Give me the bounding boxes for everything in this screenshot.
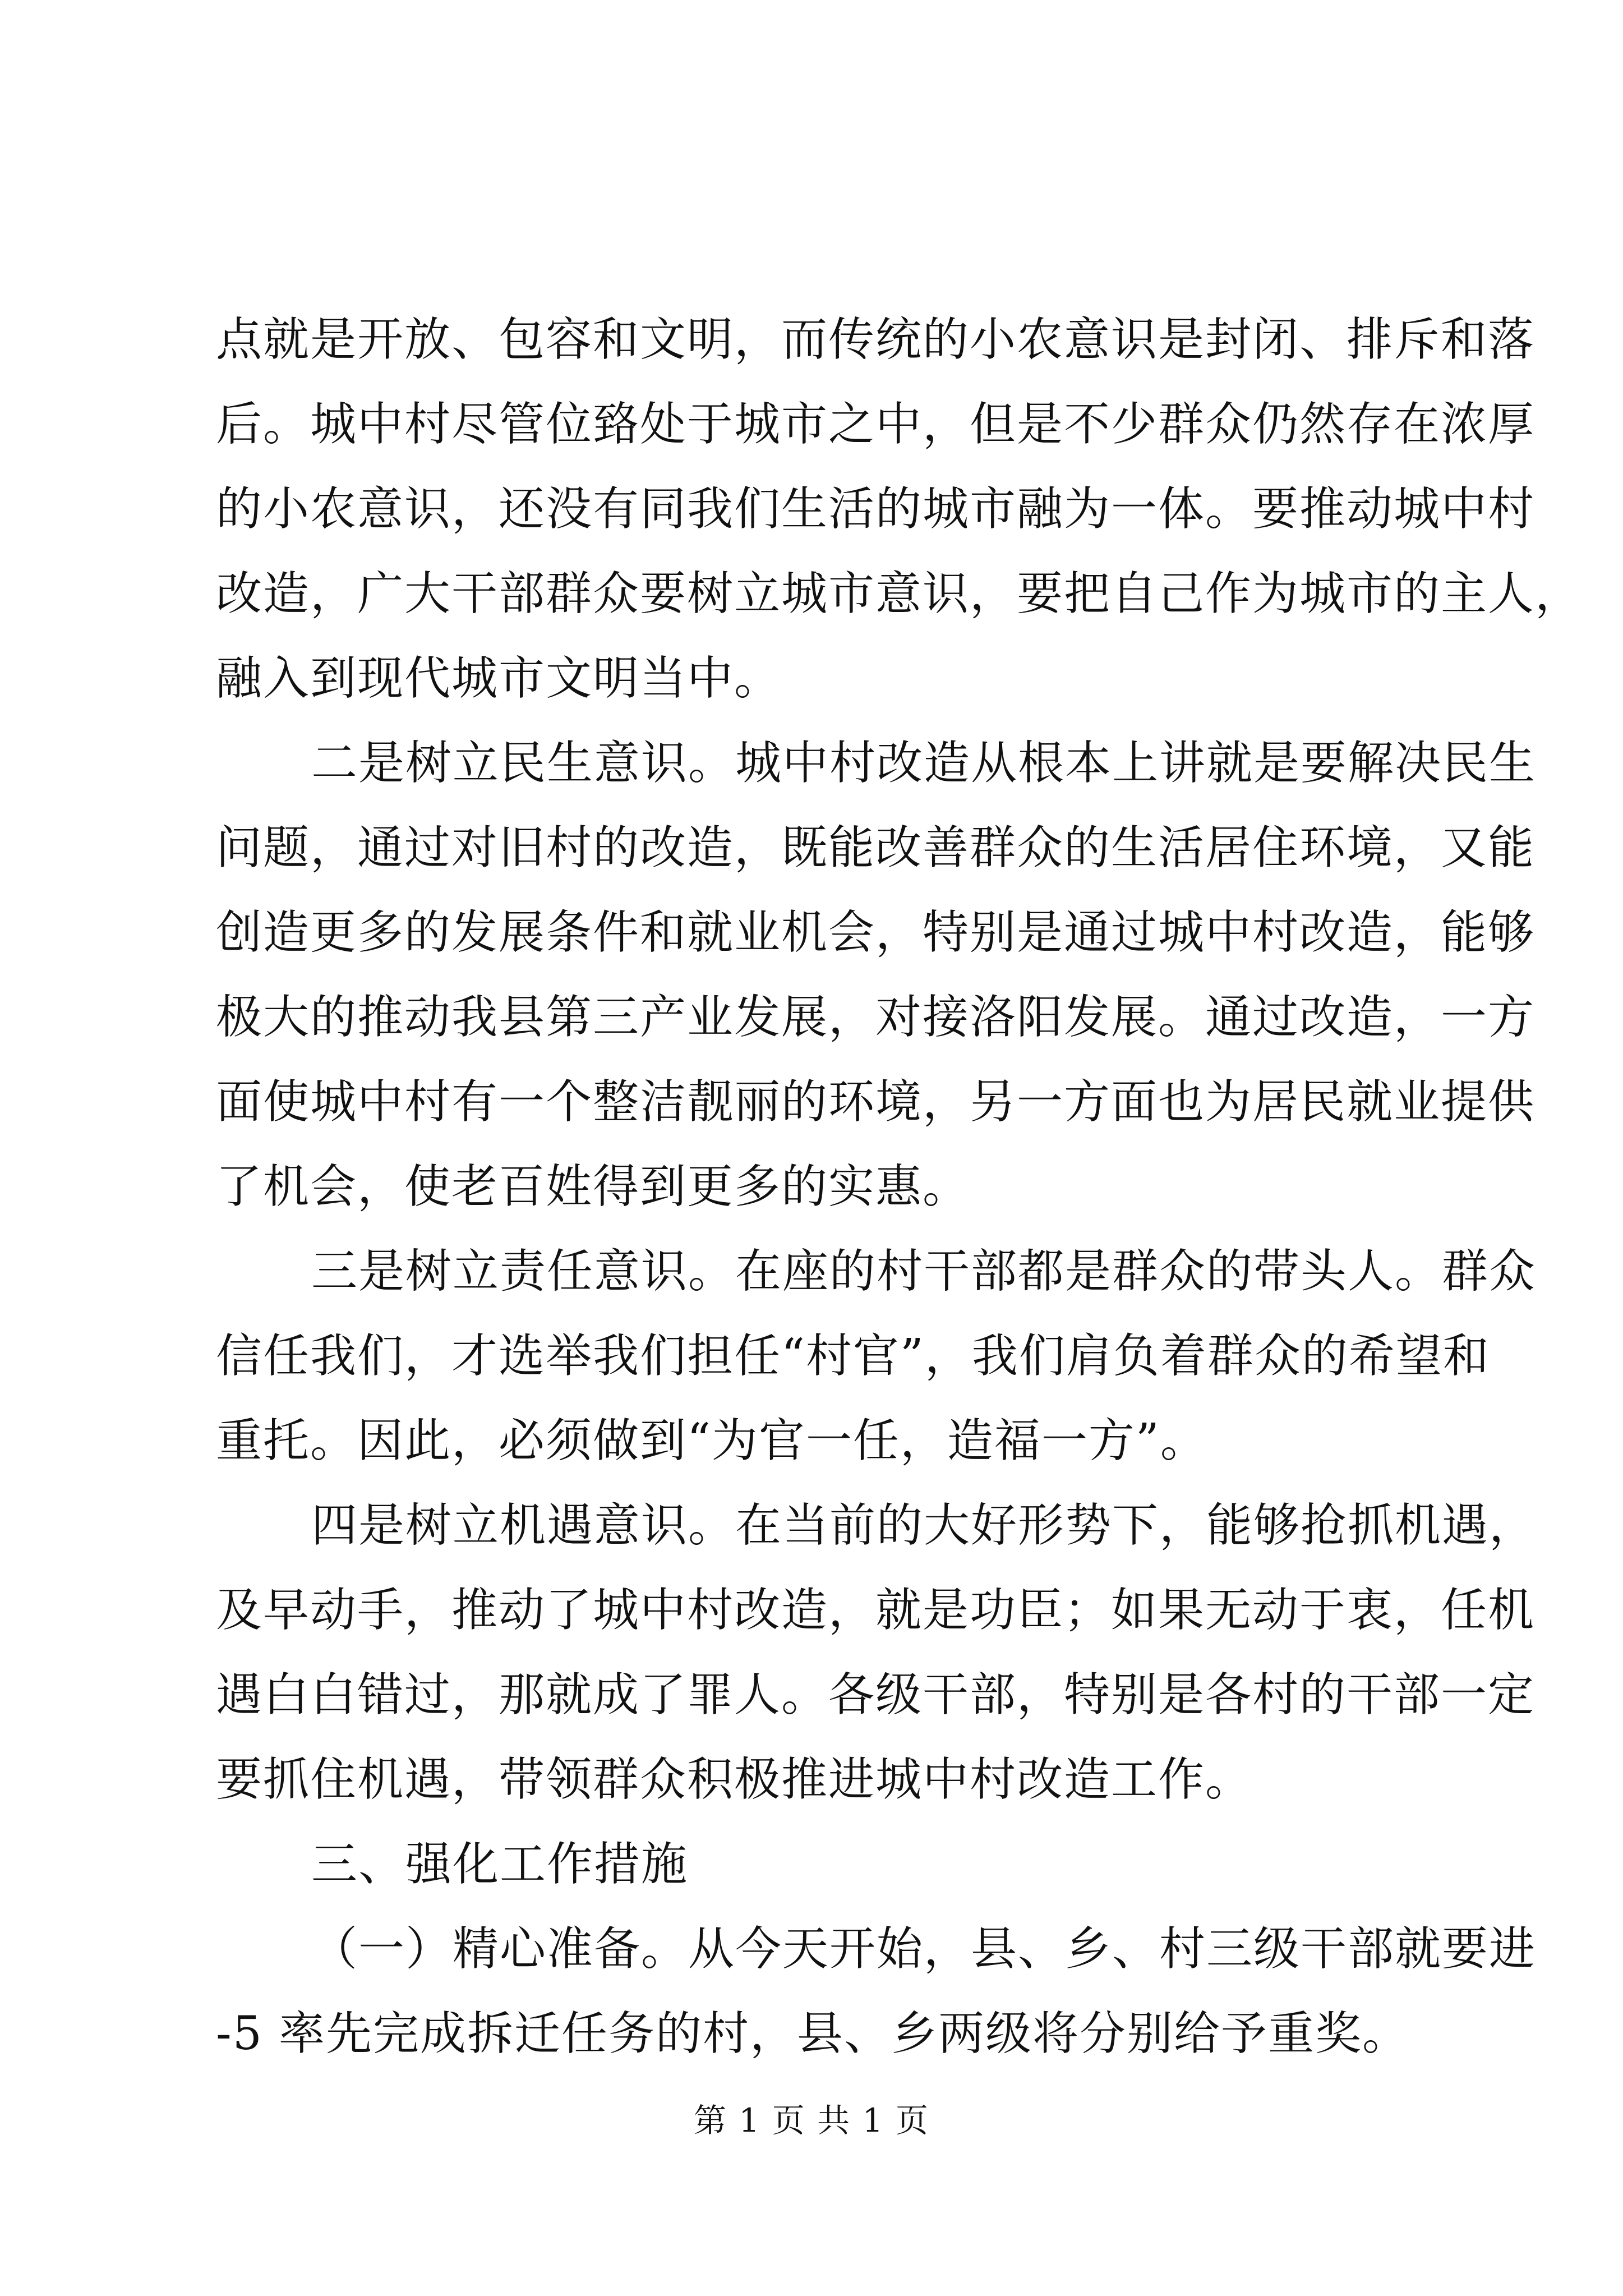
document-body <box>216 297 1583 2076</box>
paragraph-urban-awareness <box>216 297 1583 721</box>
text-line: 改造，广大干部群众要树立城市意识，要把自己作为城市的主人， <box>216 567 1583 620</box>
paragraph-preparation <box>216 1907 1537 2076</box>
text-line: 创造更多的发展条件和就业机会，特别是通过城中村改造，能够 <box>216 906 1536 959</box>
text-line: 信任我们，才选举我们担任“村官”，我们肩负着群众的希望和 <box>216 1329 1490 1383</box>
text-line: 遇白白错过，那就成了罪人。各级干部，特别是各村的干部一定 <box>216 1668 1536 1722</box>
paragraph-opportunity-awareness <box>216 1483 1537 1822</box>
text-line: 重托。因此，必须做到“为官一任，造福一方”。 <box>216 1414 1207 1467</box>
text-line: 了机会，使老百姓得到更多的实惠。 <box>216 1160 970 1213</box>
text-line: -5 率先完成拆迁任务的村，县、乡两级将分别给予重奖。 <box>216 2007 1409 2060</box>
text-line: 点就是开放、包容和文明，而传统的小农意识是封闭、排斥和落 <box>216 313 1536 366</box>
text-line: 及早动手，推动了城中村改造，就是功臣；如果无动于衷，任机 <box>216 1584 1536 1637</box>
text-line: （一）精心准备。从今天开始，县、乡、村三级干部就要进 <box>311 1922 1537 1976</box>
text-line: 二是树立民生意识。城中村改造从根本上讲就是要解决民生 <box>311 737 1537 790</box>
text-line: 要抓住机遇，带领群众积极推进城中村改造工作。 <box>216 1753 1253 1806</box>
text-line: 极大的推动我县第三产业发展，对接洛阳发展。通过改造，一方 <box>216 991 1536 1044</box>
text-line: 面使城中村有一个整洁靓丽的环境，另一方面也为居民就业提供 <box>216 1075 1536 1129</box>
section-heading: 三、强化工作措施 <box>311 1838 689 1891</box>
text-line: 三是树立责任意识。在座的村干部都是群众的带头人。群众 <box>311 1245 1537 1298</box>
text-line: 融入到现代城市文明当中。 <box>216 652 782 705</box>
paragraph-livelihood-awareness <box>216 721 1537 1229</box>
text-line: 后。城中村尽管位臵处于城市之中，但是不少群众仍然存在浓厚 <box>216 398 1536 451</box>
text-line: 问题，通过对旧村的改造，既能改善群众的生活居住环境，又能 <box>216 821 1536 875</box>
paragraph-responsibility-awareness <box>216 1229 1537 1483</box>
text-line: 四是树立机遇意识。在当前的大好形势下，能够抢抓机遇， <box>311 1499 1537 1552</box>
page-footer: 第 1 页 共 1 页 <box>694 2101 929 2139</box>
text-line: 的小农意识，还没有同我们生活的城市融为一体。要推动城中村 <box>216 482 1536 536</box>
